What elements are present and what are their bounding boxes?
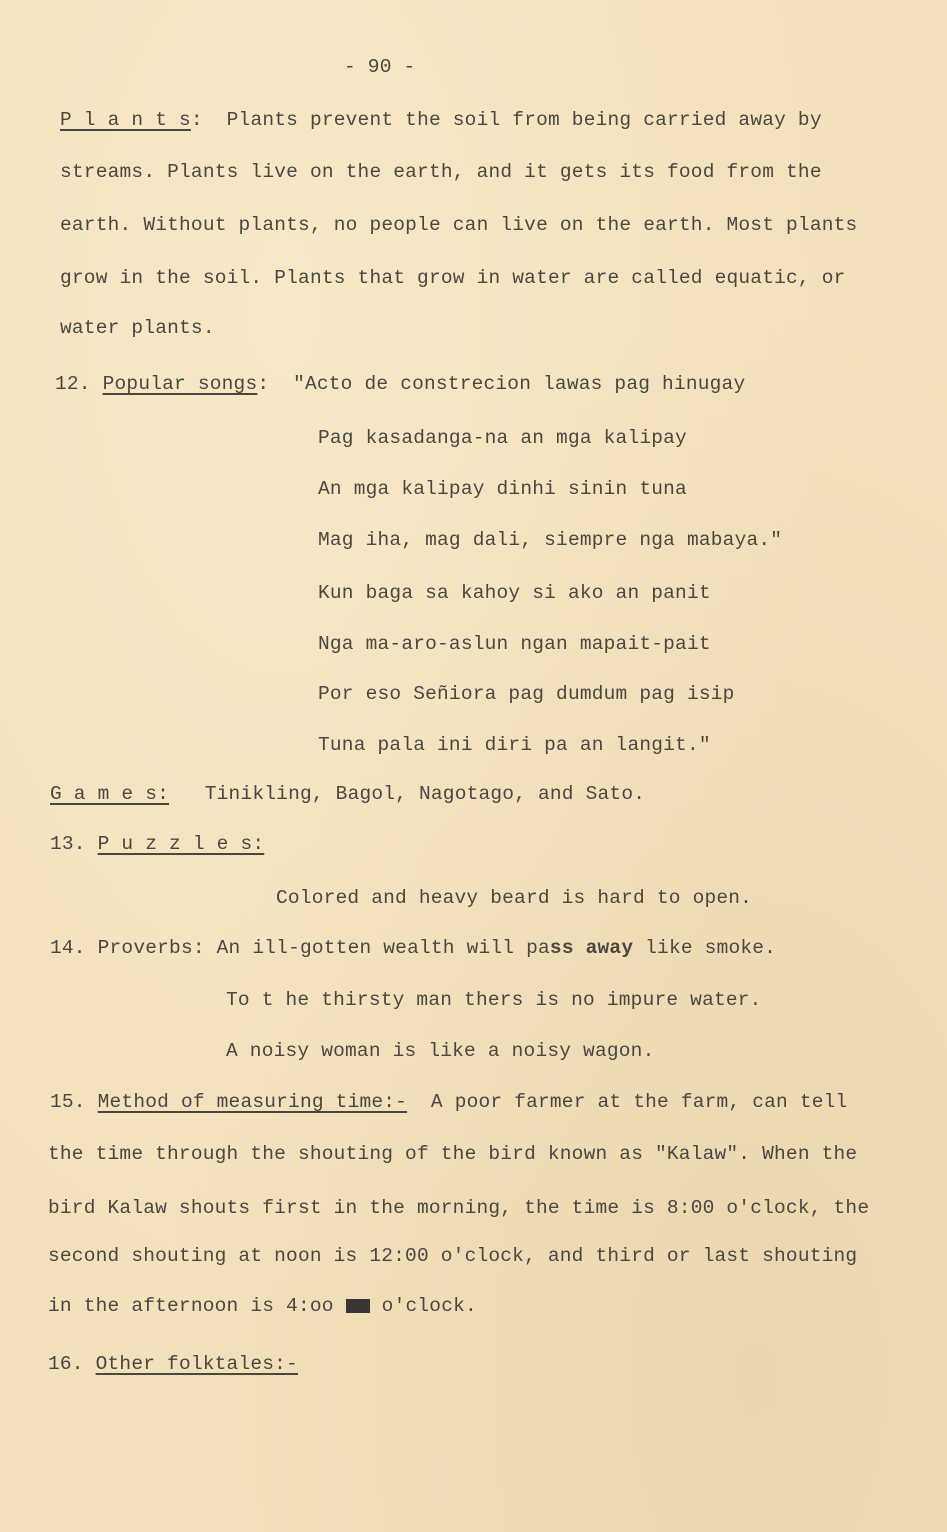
songs-number: 12.	[55, 373, 91, 395]
page-number: - 90 -	[344, 56, 416, 78]
measuring-line-1	[50, 1090, 847, 1114]
plants-text-line-2: streams. Plants live on the earth, and it gets its food from the	[60, 161, 822, 183]
proverbs-number: 14.	[50, 937, 86, 959]
measuring-line-5-part-a: in the afternoon is 4:oo	[48, 1295, 334, 1317]
measuring-heading: Method of measuring time:-	[97, 1091, 408, 1113]
song-line-5: Kun baga sa kahoy si ako an panit	[318, 582, 711, 604]
puzzles-heading-line	[50, 832, 264, 856]
plants-text-line-4: grow in the soil. Plants that grow in water are called equatic, or	[60, 267, 846, 289]
struck-out-text: xxx	[346, 1299, 369, 1313]
measuring-text-line-3: bird Kalaw shouts first in the morning, the time is 8:00 o'clock, the	[48, 1197, 870, 1219]
folktales-heading: Other folktales:-	[95, 1353, 298, 1375]
plants-colon: :	[190, 109, 203, 131]
proverb-2: To t he thirsty man thers is no impure water.	[226, 989, 762, 1011]
measuring-line-5-part-b: o'clock.	[369, 1295, 477, 1317]
puzzles-heading: P u z z l e s:	[97, 833, 265, 855]
plants-text-line-1: Plants prevent the soil from being carried away by	[226, 109, 822, 131]
folktales-heading-line	[48, 1352, 298, 1376]
plants-heading: P l a n t s	[60, 109, 191, 131]
song-line-6: Nga ma-aro-aslun ngan mapait-pait	[318, 633, 711, 655]
plants-text-line-5: water plants.	[60, 317, 215, 339]
measuring-text-line-4: second shouting at noon is 12:00 o'clock, and third or last shouting	[48, 1245, 858, 1267]
songs-colon: :	[257, 373, 270, 395]
games-text: Tinikling, Bagol, Nagotago, and Sato.	[204, 783, 646, 805]
proverb-1-overtyped: ss away	[549, 937, 634, 959]
puzzles-text: Colored and heavy beard is hard to open.	[276, 887, 753, 909]
song-line-4: Mag iha, mag dali, siempre nga mabaya."	[318, 529, 783, 551]
measuring-text-line-5	[48, 1294, 477, 1318]
song-line-2: Pag kasadanga-na an mga kalipay	[318, 427, 687, 449]
measuring-text-line-2: the time through the shouting of the bird known as "Kalaw". When the	[48, 1143, 858, 1165]
proverb-1-part-a: An ill-gotten wealth will pa	[216, 937, 550, 959]
songs-heading-line	[55, 372, 745, 396]
song-line-1: "Acto de constrecion lawas pag hinugay	[293, 373, 746, 395]
song-line-8: Tuna pala ini diri pa an langit."	[318, 734, 711, 756]
song-line-3: An mga kalipay dinhi sinin tuna	[318, 478, 687, 500]
plants-paragraph-line-1	[60, 108, 822, 132]
proverbs-heading: Proverbs:	[97, 937, 205, 959]
plants-text-line-3: earth. Without plants, no people can live on the earth. Most plants	[60, 214, 858, 236]
folktales-number: 16.	[48, 1353, 84, 1375]
proverb-3: A noisy woman is like a noisy wagon.	[226, 1040, 655, 1062]
songs-heading: Popular songs	[102, 373, 258, 395]
proverbs-line-1	[50, 936, 776, 960]
proverb-1-part-b: like smoke.	[633, 937, 777, 959]
games-line	[50, 782, 645, 806]
measuring-text-line-1: A poor farmer at the farm, can tell	[430, 1091, 848, 1113]
games-heading: G a m e s:	[50, 783, 170, 805]
measuring-number: 15.	[50, 1091, 86, 1113]
song-line-7: Por eso Señiora pag dumdum pag isip	[318, 683, 735, 705]
puzzles-number: 13.	[50, 833, 86, 855]
